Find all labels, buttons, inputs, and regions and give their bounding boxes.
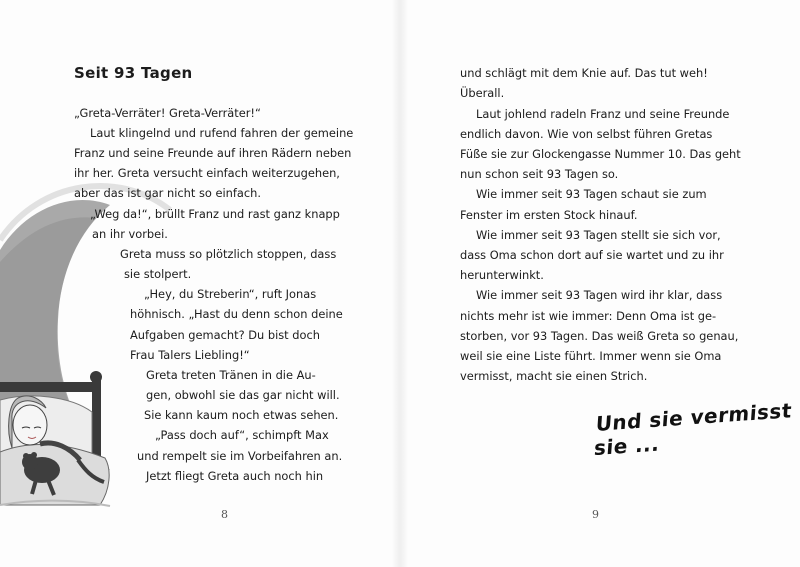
text-line: weil sie eine Liste führt. Immer wenn sie Oma bbox=[460, 349, 722, 363]
page-number: 8 bbox=[221, 508, 228, 521]
text-line: nichts mehr ist wie immer: Denn Oma ist ge- bbox=[460, 309, 717, 323]
text-line: an ihr vorbei. bbox=[92, 227, 168, 241]
text-line: Greta muss so plötzlich stoppen, dass bbox=[120, 247, 337, 261]
chapter-title: Seit 93 Tagen bbox=[74, 64, 193, 82]
text-line: Jetzt fliegt Greta auch noch hin bbox=[146, 469, 324, 483]
text-line: sie stolpert. bbox=[124, 267, 192, 281]
text-line: aber das ist gar nicht so einfach. bbox=[74, 186, 261, 200]
text-line: Sie kann kaum noch etwas sehen. bbox=[144, 408, 339, 422]
page-number: 9 bbox=[592, 508, 599, 521]
text-line: Überall. bbox=[460, 86, 505, 100]
text-line: höhnisch. „Hast du denn schon deine bbox=[130, 307, 343, 321]
text-line: „Pass doch auf“, schimpft Max bbox=[155, 428, 329, 442]
text-line: „Hey, du Streberin“, ruft Jonas bbox=[144, 287, 317, 301]
text-line: Franz und seine Freunde auf ihren Rädern neben bbox=[74, 146, 352, 160]
text-line: Fenster im ersten Stock hinauf. bbox=[460, 208, 638, 222]
handwritten-caption: Und sie vermisst sie ... bbox=[593, 398, 793, 461]
text-line: Laut klingelnd und rufend fahren der gemeine bbox=[90, 126, 354, 140]
text-line: „Weg da!“, brüllt Franz und rast ganz knapp bbox=[90, 207, 340, 221]
text-line: nun schon seit 93 Tagen so. bbox=[460, 167, 619, 181]
text-line: vermisst, macht sie einen Strich. bbox=[460, 369, 648, 383]
text-line: und schlägt mit dem Knie auf. Das tut weh! bbox=[460, 66, 708, 80]
text-line: Aufgaben gemacht? Du bist doch bbox=[130, 328, 320, 342]
text-line: endlich davon. Wie von selbst führen Gretas bbox=[460, 127, 713, 141]
text-line: „Greta-Verräter! Greta-Verräter!“ bbox=[74, 106, 261, 120]
text-line: herunterwinkt. bbox=[460, 268, 544, 282]
left-page bbox=[0, 0, 398, 567]
text-line: Wie immer seit 93 Tagen stellt sie sich vor, bbox=[476, 228, 721, 242]
text-line: gen, obwohl sie das gar nicht will. bbox=[146, 388, 340, 402]
text-line: Füße sie zur Glockengasse Nummer 10. Das geht bbox=[460, 147, 741, 161]
text-line: Greta treten Tränen in die Au- bbox=[146, 368, 316, 382]
text-line: Wie immer seit 93 Tagen wird ihr klar, dass bbox=[476, 288, 723, 302]
text-line: dass Oma schon dort auf sie wartet und zu ihr bbox=[460, 248, 724, 262]
text-line: Wie immer seit 93 Tagen schaut sie zum bbox=[476, 187, 707, 201]
text-line: und rempelt sie im Vorbeifahren an. bbox=[137, 449, 343, 463]
text-line: Laut johlend radeln Franz und seine Freunde bbox=[476, 107, 730, 121]
text-line: ihr her. Greta versucht einfach weiterzugehen, bbox=[74, 166, 340, 180]
text-line: storben, vor 93 Tagen. Das weiß Greta so genau, bbox=[460, 329, 739, 343]
text-line: Frau Talers Liebling!“ bbox=[130, 348, 250, 362]
